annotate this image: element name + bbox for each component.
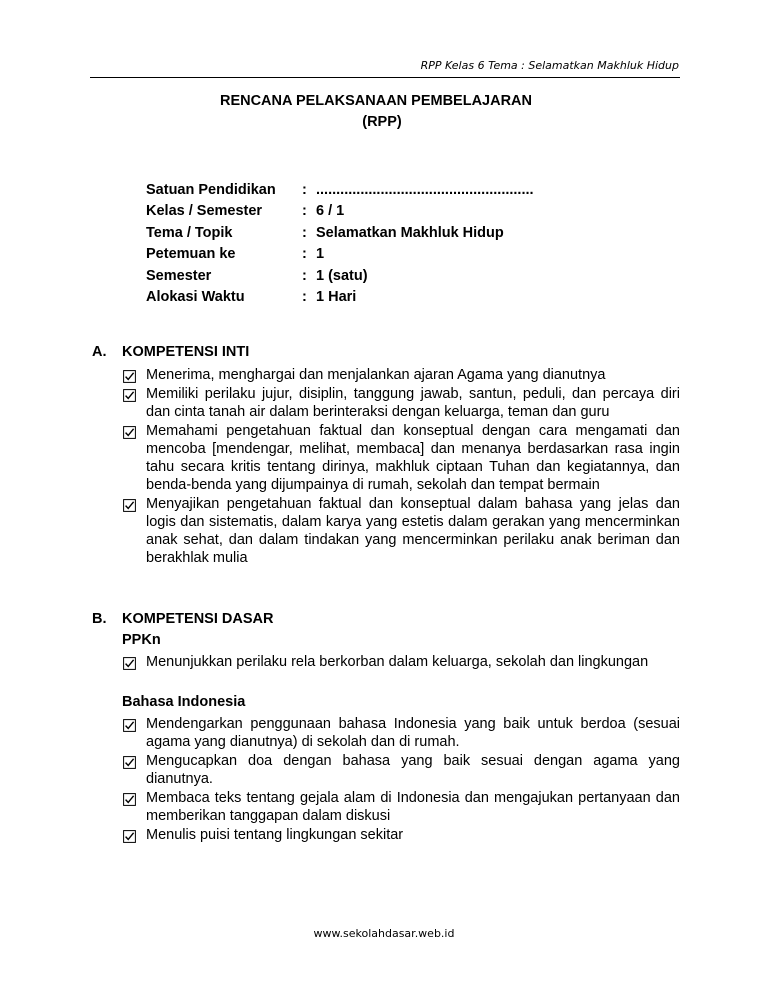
section-a-letter: A. xyxy=(92,344,107,360)
checkbox-checked-icon xyxy=(123,370,136,383)
checklist-item xyxy=(122,715,680,751)
identity-label: Semester xyxy=(146,267,212,284)
section-b-title: KOMPETENSI DASAR xyxy=(122,611,274,627)
section-a-title: KOMPETENSI INTI xyxy=(122,344,250,360)
identity-label: Petemuan ke xyxy=(146,246,236,263)
checklist-item xyxy=(122,366,680,384)
document-title: RENCANA PELAKSANAAN PEMBELAJARAN xyxy=(219,93,533,109)
identity-value: 1 (satu) xyxy=(316,267,368,284)
checklist-item xyxy=(122,789,680,825)
checklist-item-text: Menyajikan pengetahuan faktual dan konseptual dalam bahasa yang jelas dan logis dan sistematis, dalam karya yang estetis dalam gerakan yang mencerminkan anak sehat, dan dalam tindakan yang mencerminkan perilaku anak beriman dan berakhlak mulia xyxy=(146,496,680,566)
checkbox-checked-icon xyxy=(123,426,136,439)
section-b-letter: B. xyxy=(92,611,107,627)
checklist-item xyxy=(122,495,680,567)
identity-label: Tema / Topik xyxy=(146,224,233,241)
identity-value: 1 xyxy=(316,246,325,263)
identity-value: ...................................................... xyxy=(316,182,534,198)
checklist-item-text: Menunjukkan perilaku rela berkorban dalam keluarga, sekolah dan lingkungan xyxy=(146,654,649,670)
checklist-item xyxy=(122,422,680,494)
checkbox-checked-icon xyxy=(123,657,136,670)
document-subtitle: (RPP) xyxy=(362,114,402,130)
identity-value: 1 Hari xyxy=(316,288,357,305)
page-header: RPP Kelas 6 Tema : Selamatkan Makhluk Hidup xyxy=(420,59,679,72)
identity-colon: : xyxy=(302,246,307,263)
checkbox-checked-icon xyxy=(123,830,136,843)
ppkn-list xyxy=(122,653,680,672)
checklist-item-text: Menulis puisi tentang lingkungan sekitar xyxy=(146,827,404,843)
checklist-item-text: Mengucapkan doa dengan bahasa yang baik sesuai dengan agama yang dianutnya. xyxy=(146,753,680,787)
checkbox-checked-icon xyxy=(123,793,136,806)
identity-label: Alokasi Waktu xyxy=(146,288,245,305)
identity-colon: : xyxy=(302,203,307,220)
bahasa-indonesia-list xyxy=(122,715,680,845)
identity-colon: : xyxy=(302,267,307,284)
identity-value: 6 / 1 xyxy=(316,203,345,220)
identity-value: Selamatkan Makhluk Hidup xyxy=(316,224,504,241)
identity-colon: : xyxy=(302,182,307,198)
checklist-item-text: Mendengarkan penggunaan bahasa Indonesia yang baik untuk berdoa (sesuai agama yang dianutnya) di sekolah dan di rumah. xyxy=(146,716,680,750)
checklist-item xyxy=(122,826,680,844)
bahasa-indonesia-heading: Bahasa Indonesia xyxy=(122,694,246,710)
checklist-item-text: Memahami pengetahuan faktual dan konseptual dengan cara mengamati dan mencoba [mendengar, melihat, membaca] dan menanya berdasarkan rasa ingin tahu secara kritis tentang dirinya, makhluk ciptaan Tuhan dan kegiatannya, dan benda-benda yang dijumpainya di rumah, sekolah dan tempat bermain xyxy=(146,423,680,493)
ppkn-heading: PPKn xyxy=(122,632,161,648)
checkbox-checked-icon xyxy=(123,756,136,769)
checklist-item xyxy=(122,653,680,671)
header-rule xyxy=(90,77,680,78)
identity-label: Kelas / Semester xyxy=(146,203,263,220)
checklist-item-text: Memiliki perilaku jujur, disiplin, tanggung jawab, santun, peduli, dan percaya diri dan cinta tanah air dalam berinteraksi dengan keluarga, teman dan guru xyxy=(146,386,680,420)
checklist-item-text: Membaca teks tentang gejala alam di Indonesia dan mengajukan pertanyaan dan memberikan tanggapan dalam diskusi xyxy=(146,790,680,824)
checkbox-checked-icon xyxy=(123,389,136,402)
kompetensi-inti-list xyxy=(122,366,680,568)
identity-label: Satuan Pendidikan xyxy=(146,182,276,198)
checklist-item xyxy=(122,752,680,788)
identity-colon: : xyxy=(302,224,307,241)
page-footer: www.sekolahdasar.web.id xyxy=(313,927,455,940)
identity-colon: : xyxy=(302,288,307,305)
checklist-item xyxy=(122,385,680,421)
checkbox-checked-icon xyxy=(123,499,136,512)
checklist-item-text: Menerima, menghargai dan menjalankan ajaran Agama yang dianutnya xyxy=(146,367,606,383)
checkbox-checked-icon xyxy=(123,719,136,732)
